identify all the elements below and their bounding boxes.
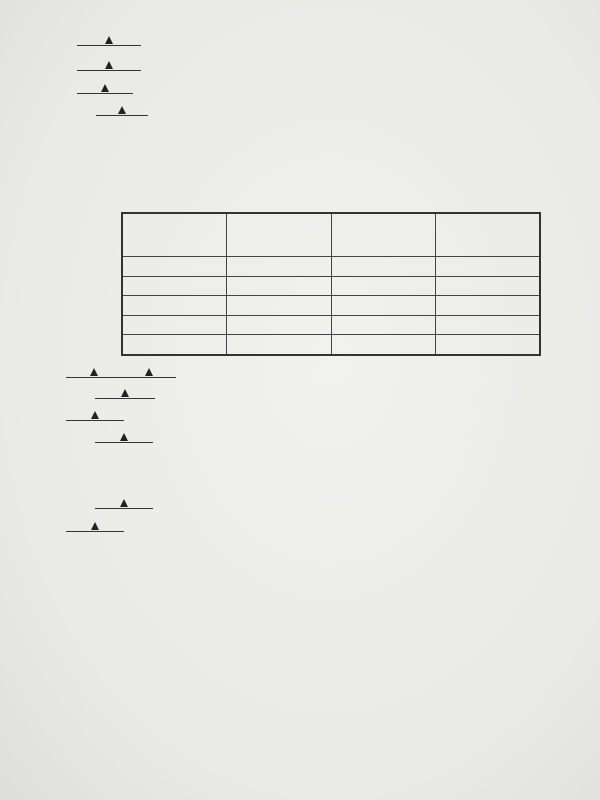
q29-item-6-cont [96, 102, 148, 118]
q30-sub-3-cont [95, 495, 153, 511]
answer-blank[interactable] [96, 102, 148, 116]
header-time [122, 213, 227, 257]
triangle-marker-icon [91, 522, 99, 530]
cell-density [227, 296, 332, 316]
cell-time [122, 296, 227, 316]
triangle-marker-icon [91, 411, 99, 419]
answer-blank[interactable] [66, 407, 124, 421]
cell-chlorophyll [436, 335, 541, 355]
cell-density [227, 315, 332, 335]
triangle-marker-icon [101, 84, 109, 92]
answer-blank[interactable] [66, 364, 122, 378]
triangle-marker-icon [90, 368, 98, 376]
cell-chlorophyll [436, 296, 541, 316]
header-density [227, 213, 332, 257]
q30-sub-1-cont [95, 385, 155, 401]
answer-blank[interactable] [95, 495, 153, 509]
answer-blank[interactable] [77, 32, 141, 46]
cell-oxygen [331, 335, 436, 355]
cell-oxygen [331, 257, 436, 277]
table-row [122, 335, 540, 355]
table-row [122, 315, 540, 335]
answer-blank[interactable] [77, 80, 133, 94]
q30-sub-2-cont [95, 429, 153, 445]
cell-density [227, 276, 332, 296]
table-row [122, 257, 540, 277]
cell-time [122, 257, 227, 277]
cell-chlorophyll [436, 276, 541, 296]
answer-blank[interactable] [95, 429, 153, 443]
results-table [121, 212, 541, 356]
cell-chlorophyll [436, 257, 541, 277]
triangle-marker-icon [120, 499, 128, 507]
cell-oxygen [331, 315, 436, 335]
q30-sub-4 [66, 518, 124, 534]
triangle-marker-icon [121, 389, 129, 397]
answer-blank[interactable] [95, 385, 155, 399]
answer-blank[interactable] [66, 518, 124, 532]
triangle-marker-icon [105, 36, 113, 44]
q29-item-5 [77, 57, 141, 73]
q29-item-4 [77, 32, 141, 48]
triangle-marker-icon [145, 368, 153, 376]
table-header-row [122, 213, 540, 257]
cell-time [122, 335, 227, 355]
triangle-marker-icon [118, 106, 126, 114]
q30-sub-2 [66, 407, 124, 423]
q29-item-6 [77, 80, 133, 96]
cell-oxygen [331, 296, 436, 316]
cell-chlorophyll [436, 315, 541, 335]
table-row [122, 296, 540, 316]
cell-density [227, 335, 332, 355]
cell-time [122, 315, 227, 335]
header-oxygen [331, 213, 436, 257]
cell-density [227, 257, 332, 277]
header-chlorophyll [436, 213, 541, 257]
cell-time [122, 276, 227, 296]
triangle-marker-icon [120, 433, 128, 441]
table-row [122, 276, 540, 296]
q30-sub-1 [66, 364, 176, 380]
answer-blank[interactable] [77, 57, 141, 71]
triangle-marker-icon [105, 61, 113, 69]
cell-oxygen [331, 276, 436, 296]
answer-blank[interactable] [122, 364, 176, 378]
